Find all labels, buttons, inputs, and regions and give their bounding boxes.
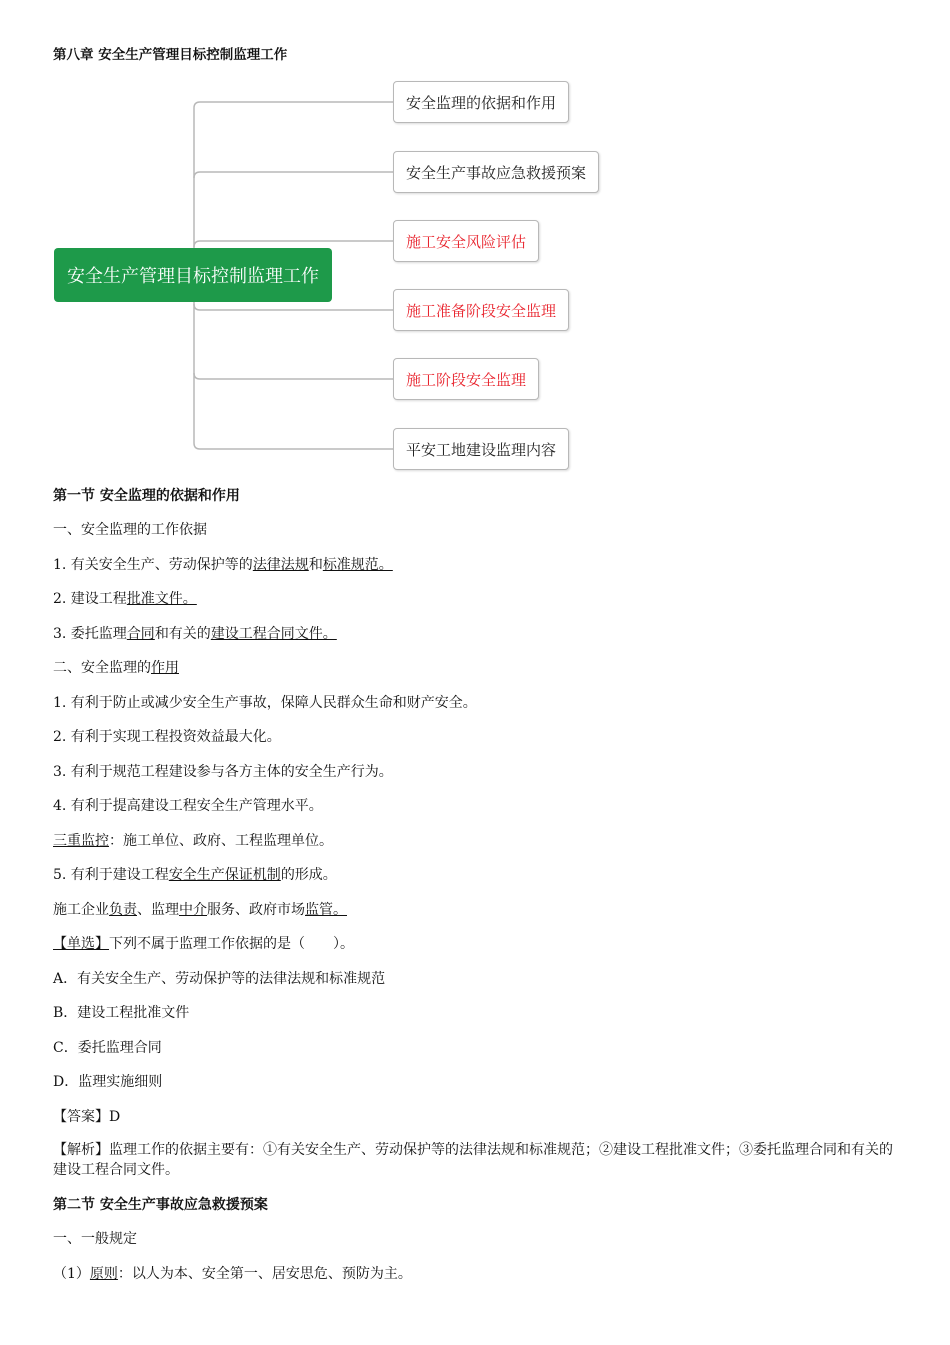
chapter-title: 第八章 安全生产管理目标控制监理工作: [53, 47, 288, 63]
triple-monitoring: 三重监控：施工单位、政府、工程监理单位。: [53, 833, 333, 849]
mindmap-node-construction-stage: 施工阶段安全监理: [393, 358, 539, 400]
section2-title: 第二节 安全生产事故应急救援预案: [53, 1197, 268, 1213]
basis-item-2: 2. 建设工程批准文件。: [53, 591, 197, 607]
section1-title: 第一节 安全监理的依据和作用: [53, 488, 240, 504]
role-item-1: 1. 有利于防止或减少安全生产事故，保障人民群众生命和财产安全。: [53, 695, 477, 711]
role-item-2: 2. 有利于实现工程投资效益最大化。: [53, 729, 281, 745]
mindmap-node-safe-site: 平安工地建设监理内容: [393, 428, 569, 470]
principle-line: （1）原则：以人为本、安全第一、居安思危、预防为主。: [53, 1266, 412, 1282]
mindmap-branch: [194, 373, 393, 379]
mindmap-node-preparation-stage: 施工准备阶段安全监理: [393, 289, 569, 331]
answer: 【答案】D: [53, 1109, 121, 1125]
option-c: C．委托监理合同: [53, 1040, 162, 1056]
basis-item-1: 1. 有关安全生产、劳动保护等的法律法规和标准规范。: [53, 557, 393, 573]
mindmap-branch: [194, 172, 393, 178]
mindmap-node-basis: 安全监理的依据和作用: [393, 81, 569, 123]
mindmap-node-risk-assessment: 施工安全风险评估: [393, 220, 539, 262]
section2-sub1: 一、一般规定: [53, 1231, 137, 1247]
analysis: 【解析】监理工作的依据主要有：①有关安全生产、劳动保护等的法律法规和标准规范；②建设工程批准文件；③委托监理合同和有关的建设工程合同文件。: [53, 1142, 893, 1178]
role-item-5: 5. 有利于建设工程安全生产保证机制的形成。: [53, 867, 337, 883]
duty-line: 施工企业负责、监理中介服务、政府市场监管。: [53, 902, 347, 918]
option-d: D．监理实施细则: [53, 1074, 163, 1090]
section1-sub2: 二、安全监理的作用: [53, 660, 179, 676]
mindmap-branch: [194, 304, 393, 310]
mindmap-branch: [194, 241, 393, 247]
mindmap-node-emergency-plan: 安全生产事故应急救援预案: [393, 151, 599, 193]
option-a: A．有关安全生产、劳动保护等的法律法规和标准规范: [53, 971, 386, 987]
option-b: B．建设工程批准文件: [53, 1005, 190, 1021]
basis-item-3: 3. 委托监理合同和有关的建设工程合同文件。: [53, 626, 337, 642]
role-item-4: 4. 有利于提高建设工程安全生产管理水平。: [53, 798, 323, 814]
section1-sub1: 一、安全监理的工作依据: [53, 522, 207, 538]
role-item-3: 3. 有利于规范工程建设参与各方主体的安全生产行为。: [53, 764, 393, 780]
mindmap-root: 安全生产管理目标控制监理工作: [54, 248, 332, 302]
question-stem: 【单选】下列不属于监理工作依据的是（ ）。: [53, 936, 354, 952]
